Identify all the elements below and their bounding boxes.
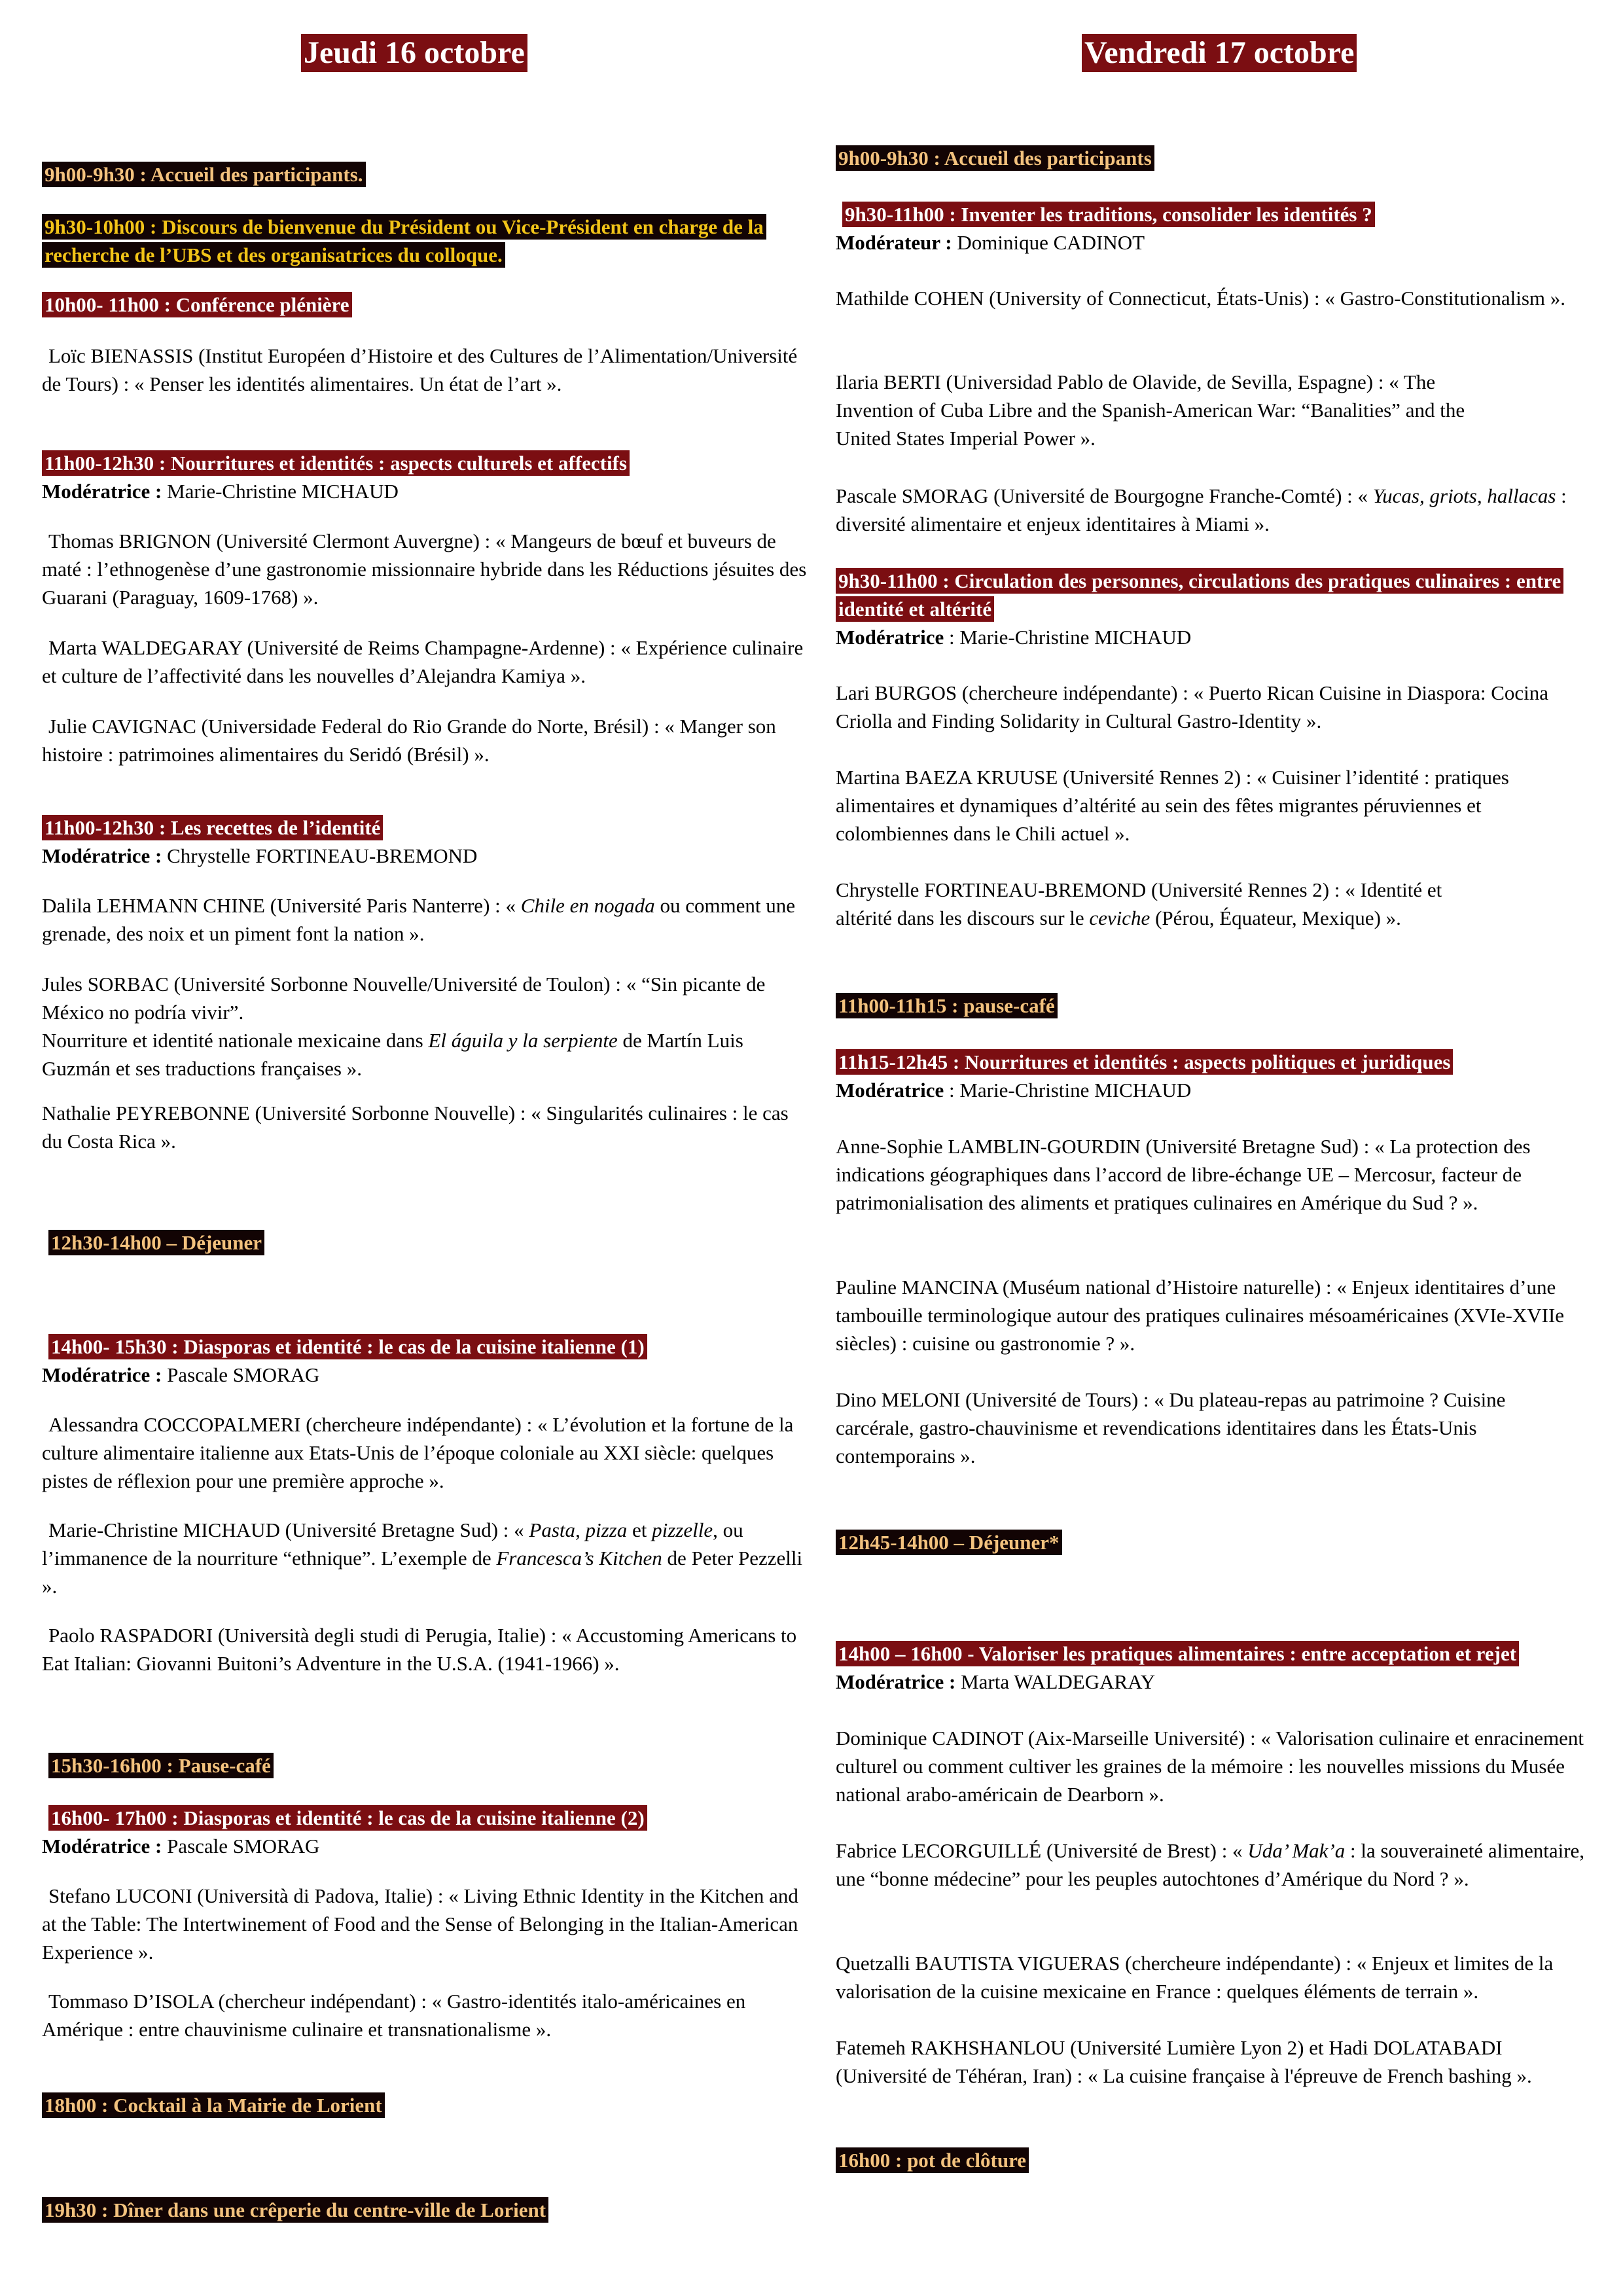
moderator-label: Modératrice : [42, 1363, 162, 1386]
talk-title-italic: Chile en nogada [520, 894, 655, 917]
session-time-title: 11h00-11h15 : pause-café [836, 993, 1058, 1018]
talk-text: : la souveraineté alimentaire, une “bonne médecine” pour les peuples autochtones d’Amérique du Nord ? ». [836, 1839, 1585, 1890]
session-header [836, 1640, 1588, 1696]
talk-entry: Fatemeh RAKHSHANLOU (Université Lumière Lyon 2) et Hadi DOLATABADI (Université de Téhéran, Iran) : « La cuisine française à l'épreuve de French bashing ». [836, 2036, 1532, 2087]
session-time-title: 11h00-12h30 : Les recettes de l’identité [42, 815, 383, 840]
moderator-label: Modératrice : [42, 844, 162, 867]
session-header [48, 1229, 808, 1257]
talk-title-italic: Francesca’s Kitchen [496, 1547, 662, 1570]
talk-text: Dalila LEHMANN CHINE (Université Paris Nanterre) : « [42, 894, 521, 917]
session-header [42, 1333, 808, 1389]
talk-entry: Anne-Sophie LAMBLIN-GOURDIN (Université Bretagne Sud) : « La protection des indications géographiques dans l’accord de libre-échange UE – Mercosur, facteur de patrimonialisation des aliments et pratiques culinaires en Amérique du Sud ? ». [836, 1135, 1531, 1214]
talk-entry: Stefano LUCONI (Università di Padova, Italie) : « Living Ethnic Identity in the Kitchen and at the Table: The Intertwinement of Food and the Sense of Belonging in the Italian-American Experience ». [42, 1884, 798, 1964]
session-header [42, 213, 781, 269]
talk-entry: Marta WALDEGARAY (Université de Reims Champagne-Ardenne) : « Expérience culinaire et culture de l’affectivité dans les nouvelles d’Alejandra Kamiya ». [42, 636, 804, 687]
talk-title-italic: Pasta, pizza [529, 1518, 628, 1541]
talk-text: et [627, 1518, 652, 1541]
talk-text: de Martín Luis Guzmán et ses traductions françaises ». [42, 1029, 743, 1080]
talk-text: Chrystelle FORTINEAU-BREMOND (Université Rennes 2) : « Identité et altérité dans les discours sur le [836, 878, 1442, 929]
talk-text: (Pérou, Équateur, Mexique) ». [1150, 906, 1401, 929]
moderator-name: Pascale SMORAG [167, 1363, 320, 1386]
moderator-name: : Marie-Christine MICHAUD [948, 1079, 1192, 1102]
session-time-title: 14h00- 15h30 : Diasporas et identité : le cas de la cuisine italienne (1) [48, 1334, 647, 1359]
moderator-name: Chrystelle FORTINEAU-BREMOND [167, 844, 478, 867]
talk-entry: Thomas BRIGNON (Université Clermont Auvergne) : « Mangeurs de bœuf et buveurs de maté : l’ethnogenèse d’une gastronomie missionnaire hybride dans les Réductions jésuites des Guarani (Paraguay, 1609-1768) ». [42, 529, 807, 609]
session-header [42, 291, 808, 319]
talk-text: de Peter Pezzelli ». [42, 1547, 803, 1598]
talk-entry: Lari BURGOS (chercheure indépendante) : « Puerto Rican Cuisine in Diaspora: Cocina Criolla and Finding Solidarity in Cultural Gastro-Identity ». [836, 681, 1549, 732]
session-time-title: 9h00-9h30 : Accueil des participants. [42, 162, 366, 187]
session-time-title: 12h30-14h00 – Déjeuner [48, 1230, 264, 1255]
session-time-title: 16h00 : pot de clôture [836, 2147, 1029, 2173]
talk-text: , ou l’immanence de la nourriture “ethnique”. L’exemple de [42, 1518, 743, 1570]
session-header [42, 1804, 808, 1860]
talk-entry: Pauline MANCINA (Muséum national d’Histoire naturelle) : « Enjeux identitaires d’une tambouille terminologique autour des pratiques culinaires mésoaméricaines (XVIe-XVIIe siècles) : cuisine ou gastronomie ? ». [836, 1276, 1565, 1355]
talk-title-italic: ceviche [1089, 906, 1150, 929]
session-time-title: 10h00- 11h00 : Conférence plénière [42, 292, 352, 317]
talk-entry: Dino MELONI (Université de Tours) : « Du plateau-repas au patrimoine ? Cuisine carcérale, gastro-chauvinisme et revendications identitaires dans les États-Unis contemporains ». [836, 1388, 1506, 1467]
session-header [836, 200, 1588, 257]
talk-entry: Quetzalli BAUTISTA VIGUERAS (chercheure indépendante) : « Enjeux et limites de la valorisation de la cuisine mexicaine en France : quelques éléments de terrain ». [836, 1952, 1554, 2003]
talk-text: Marie-Christine MICHAUD (Université Bretagne Sud) : « [48, 1518, 529, 1541]
session-header [836, 992, 1588, 1020]
talk-title-italic: Yucas, griots, hallacas [1372, 484, 1556, 507]
session-header [48, 1751, 808, 1780]
session-time-title: 11h15-12h45 : Nourritures et identités : aspects politiques et juridiques [836, 1049, 1453, 1075]
session-header [42, 2196, 808, 2224]
talk-entry: Paolo RASPADORI (Università degli studi di Perugia, Italie) : « Accustoming Americans to Eat Italian: Giovanni Buitoni’s Adventure in the U.S.A. (1941-1966) ». [42, 1624, 797, 1675]
talk-text: Jules SORBAC (Université Sorbonne Nouvelle/Université de Toulon) : « “Sin picante de México no podría vivir”. [42, 973, 766, 1024]
talk-title-italic: pizzelle [652, 1518, 713, 1541]
session-time-title: 11h00-12h30 : Nourritures et identités : aspects culturels et affectifs [42, 450, 630, 476]
moderator-name: : Marie-Christine MICHAUD [948, 626, 1192, 649]
session-header [42, 2091, 808, 2119]
talk-text: Fabrice LECORGUILLÉ (Université de Brest) : « [836, 1839, 1248, 1862]
session-time-title: 14h00 – 16h00 - Valoriser les pratiques alimentaires : entre acceptation et rejet [836, 1641, 1519, 1666]
talk-entry: Dominique CADINOT (Aix-Marseille Université) : « Valorisation culinaire et enracinement culturel ou comment cultiver les graines de la mémoire : les nouvelles missions du Musée national arabo-américain de Dearborn ». [836, 1727, 1584, 1806]
talk-entry [836, 1837, 1588, 1893]
session-header [42, 160, 808, 188]
day-title: Jeudi 16 octobre [301, 34, 527, 72]
session-header [42, 449, 808, 505]
talk-entry [836, 482, 1588, 538]
talk-text: : diversité alimentaire et enjeux identitaires à Miami ». [836, 484, 1567, 535]
moderator-label: Modératrice [836, 626, 944, 649]
session-time-title: 9h30-11h00 : Circulation des personnes, circulations des pratiques culinaires : entre identité et altérité [836, 568, 1563, 622]
session-header [836, 1528, 1588, 1556]
session-header [836, 144, 1588, 172]
talk-entry [42, 970, 808, 1083]
talk-entry: Ilaria BERTI (Universidad Pablo de Olavide, de Sevilla, Espagne) : « The Invention of Cuba Libre and the Spanish-American War: “Banalities” and the United States Imperial Power ». [836, 370, 1465, 450]
talk-entry: Alessandra COCCOPALMERI (chercheure indépendante) : « L’évolution et la fortune de la culture alimentaire italienne aux Etats-Unis de l’époque coloniale au XXI siècle: quelques pistes de réflexion pour une première approche ». [42, 1413, 794, 1492]
talk-entry: Loïc BIENASSIS (Institut Européen d’Histoire et des Cultures de l’Alimentation/Université de Tours) : « Penser les identités alimentaires. Un état de l’art ». [42, 344, 798, 395]
talk-entry: Tommaso D’ISOLA (chercheur indépendant) : « Gastro-identités italo-américaines en Amérique : entre chauvinisme culinaire et transnationalisme ». [42, 1990, 746, 2041]
moderator-name: Pascale SMORAG [167, 1835, 320, 1857]
session-time-title: 12h45-14h00 – Déjeuner* [836, 1530, 1062, 1555]
day-title: Vendredi 17 octobre [1082, 34, 1357, 72]
session-time-title: 15h30-16h00 : Pause-café [48, 1753, 274, 1778]
talk-entry [836, 876, 1503, 932]
talk-entry [42, 891, 808, 948]
talk-text: Nourriture et identité nationale mexicaine dans [42, 1029, 429, 1052]
talk-text: ou comment une grenade, des noix et un piment font la nation ». [42, 894, 796, 945]
talk-entry: Martina BAEZA KRUUSE (Université Rennes 2) : « Cuisiner l’identité : pratiques alimentaires et dynamiques d’altérité au sein des fêtes migrantes péruviennes et colombiennes dans le Chili actuel ». [836, 766, 1509, 845]
talk-title-italic: Uda’ Mak’a [1247, 1839, 1346, 1862]
moderator-label: Modératrice [836, 1079, 944, 1102]
session-header [836, 1048, 1588, 1104]
talk-text: Pascale SMORAG (Université de Bourgogne Franche-Comté) : « [836, 484, 1373, 507]
moderator-label: Modératrice : [836, 1670, 956, 1693]
moderator-name: Marta WALDEGARAY [961, 1670, 1156, 1693]
talk-title-italic: El águila y la serpiente [428, 1029, 618, 1052]
moderator-name: Dominique CADINOT [957, 231, 1145, 254]
session-time-title: 16h00- 17h00 : Diasporas et identité : le cas de la cuisine italienne (2) [48, 1805, 647, 1831]
talk-entry: Mathilde COHEN (University of Connecticut, États-Unis) : « Gastro-Constitutionalism ». [836, 287, 1566, 310]
session-time-title: 18h00 : Cocktail à la Mairie de Lorient [42, 2092, 385, 2118]
session-time-title: 9h00-9h30 : Accueil des participants [836, 145, 1154, 171]
talk-entry: Julie CAVIGNAC (Universidade Federal do Rio Grande do Norte, Brésil) : « Manger son histoire : patrimoines alimentaires du Seridó (Brésil) ». [42, 715, 776, 766]
session-header [836, 2146, 1588, 2174]
moderator-label: Modératrice : [42, 480, 162, 503]
session-time-title: 9h30-11h00 : Inventer les traditions, consolider les identités ? [842, 202, 1375, 227]
moderator-label: Modérateur : [836, 231, 952, 254]
talk-entry: Nathalie PEYREBONNE (Université Sorbonne Nouvelle) : « Singularités culinaires : le cas du Costa Rica ». [42, 1102, 789, 1153]
session-time-title: 19h30 : Dîner dans une crêperie du centre-ville de Lorient [42, 2197, 548, 2223]
session-time-title: 9h30-10h00 : Discours de bienvenue du Président ou Vice-Président en charge de la recherche de l’UBS et des organisatrices du colloque. [42, 214, 766, 268]
session-header [836, 567, 1588, 651]
moderator-name: Marie-Christine MICHAUD [167, 480, 399, 503]
session-header [42, 814, 808, 870]
moderator-label: Modératrice : [42, 1835, 162, 1857]
talk-entry [42, 1516, 808, 1600]
